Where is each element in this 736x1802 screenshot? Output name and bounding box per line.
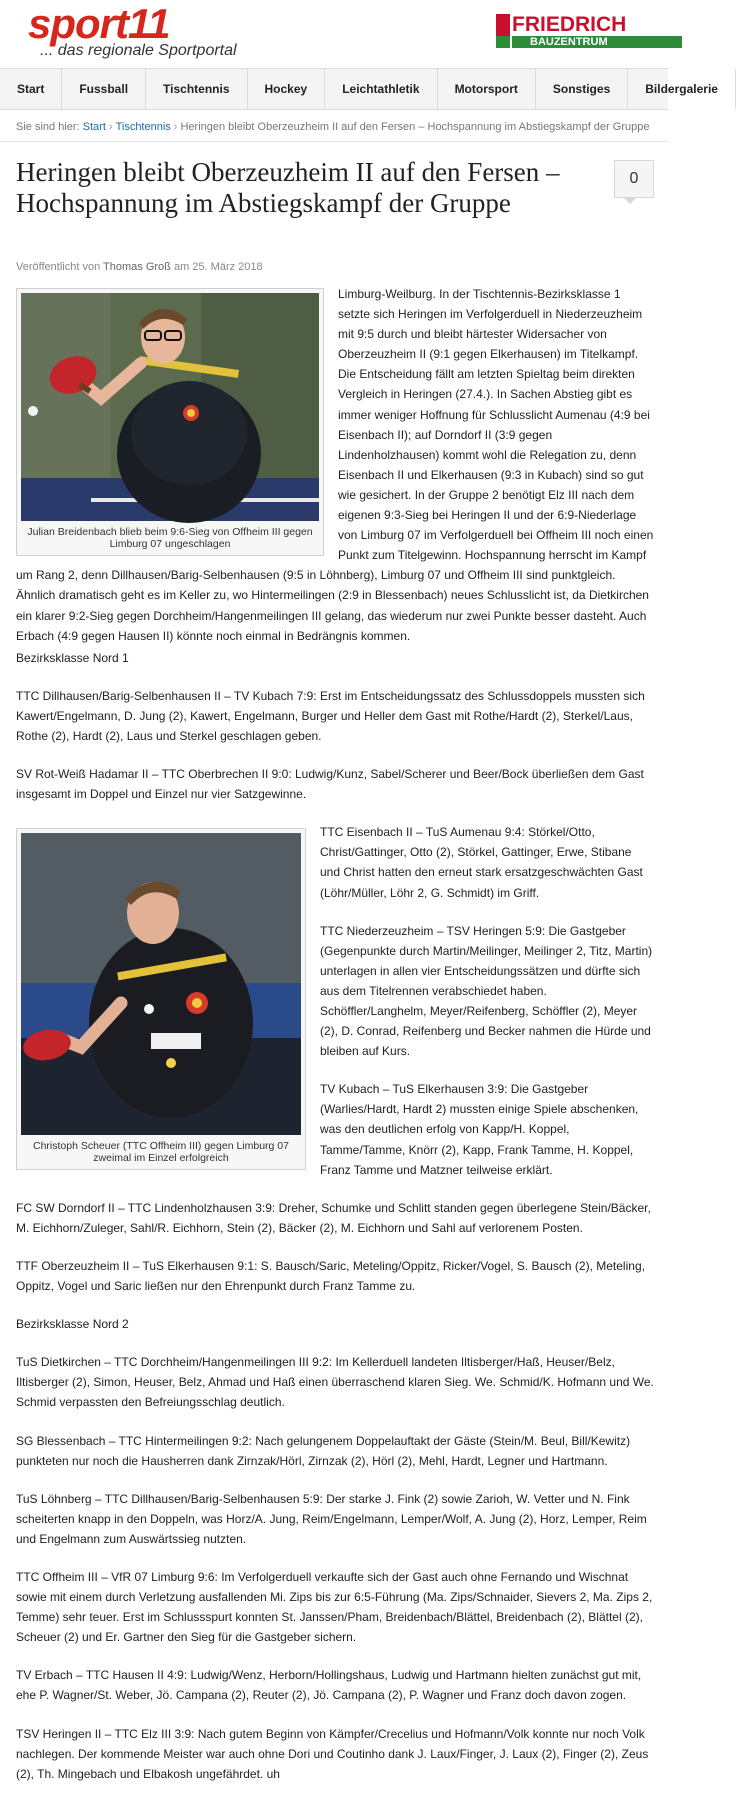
figure-2-caption: Christoph Scheuer (TTC Offheim III) gegen Limburg 07 zweimal im Einzel erfolgreich xyxy=(32,1140,289,1165)
match-report: TuS Dietkirchen – TTC Dorchheim/Hangenmeilingen III 9:2: Im Kellerduell landeten Iltisberger/Haß, Heuser/Belz, Iltisberger (2), Simon, Heuser, Belz, Ahmad und Haß einen überraschend klaren Sieg. We. Schmid/K. Hofmann und We. Schmid verpassten den Befreiungsschlag deutlich. xyxy=(16,1355,654,1410)
meta-mid: am xyxy=(173,261,190,273)
figure-1 xyxy=(16,288,324,556)
figure-2 xyxy=(16,828,306,1170)
nav-item-leichtathletik[interactable]: Leichtathletik xyxy=(325,69,437,109)
match-report: SV Rot-Weiß Hadamar II – TTC Oberbrechen II 9:0: Ludwig/Kunz, Sabel/Scherer und Beer/Bock überließen dem Gast insgesamt im Doppel und Einzel nur vier Satzgewinne. xyxy=(16,767,644,802)
table-tennis-player-photo-icon xyxy=(21,293,319,521)
match-report: TV Erbach – TTC Hausen II 4:9: Ludwig/Wenz, Herborn/Hollingshaus, Ludwig und Hartmann hielten zunächst gut mit, ehe P. Wagner/St. Weber, Jö. Campana (2), Reuter (2), Jö. Campana (2), P. Wagner und Franz doch davon zogen. xyxy=(16,1668,642,1703)
breadcrumb-current: Heringen bleibt Oberzeuzheim II auf den Fersen – Hochspannung im Abstiegskampf der Gruppe xyxy=(180,121,650,133)
site-tagline: ... das regionale Sportportal xyxy=(40,42,237,59)
nav-item-start[interactable]: Start xyxy=(0,69,62,109)
breadcrumb-start[interactable]: Start xyxy=(82,121,106,133)
page-title: Heringen bleibt Oberzeuzheim II auf den Fersen – Hochspannung im Abstiegskampf der Gruppe xyxy=(16,157,560,218)
section-heading-nord-2: Bezirksklasse Nord 2 xyxy=(16,1317,129,1332)
table-tennis-player-photo-icon xyxy=(21,833,301,1135)
match-report: TuS Löhnberg – TTC Dillhausen/Barig-Selbenhausen 5:9: Der starke J. Fink (2) sowie Zarioh, W. Vetter und N. Fink scheiterten knapp in den Doppeln, was Horz/A. Jung, Reim/Engelmann, Lemper/Wolf, A. Jung (2), Horz, Lemper, Reim und Engelmann zum Auswärtssieg nutzten. xyxy=(16,1491,647,1546)
ad-banner[interactable] xyxy=(496,14,676,48)
breadcrumb-category[interactable]: Tischtennis xyxy=(115,121,171,133)
match-report: TTC Niederzeuzheim – TSV Heringen 5:9: Die Gastgeber (Gegenpunkte durch Martin/Meilinger, Meilinger 2, Titz, Martin) unterlagen in allen vier Entscheidungssätzen und dürfte sich aus dem Titelrennen verabschiedet haben. Schöffler/Langhelm, Meyer/Reifenberg, Schöffler (2), Meyer (2), D. Conrad, Reifenberg und Becker nahmen die Hürde und bleiben auf Kurs. xyxy=(320,923,653,1059)
article-meta xyxy=(16,261,263,273)
nav-item-sonstiges[interactable]: Sonstiges xyxy=(536,69,628,109)
match-report: TTC Dillhausen/Barig-Selbenhausen II – TV Kubach 7:9: Erst im Entscheidungssatz des Schlussdoppels mussten sich Kawert/Engelmann, D. Jung (2), Kawert, Engelmann, Burger und Heller dem Gast mit Rothe/Hardt (2), Sterkel/Laus, Rothe (2), Hardt (2), Laus und Sterkel geschlagen geben. xyxy=(16,688,645,743)
meta-prefix: Veröffentlicht von xyxy=(16,261,101,273)
article-date: 25. März 2018 xyxy=(192,261,263,273)
site-header xyxy=(0,0,668,68)
match-report: SG Blessenbach – TTC Hintermeilingen 9:2: Nach gelungenem Doppelauftakt der Gäste (Stein/M. Beul, Bill/Kewitz) punkteten nur noch die Hausherren dank Zirnzak/Hörl, Zirnzak (2), Hörl (2), Mehl, Hardt, Legner und Hartmann. xyxy=(16,1433,631,1468)
ad-logo-mark-green xyxy=(496,36,510,48)
match-report: FC SW Dorndorf II – TTC Lindenholzhausen 3:9: Dreher, Schumke und Schlitt standen gegen überlegene Stein/Bäcker, M. Eichhorn/Zuleger, Sahl/R. Eichhorn, Stein (2), Bäcker (2), M. Eichhorn und Sahl auf verlorenem Posten. xyxy=(16,1200,651,1235)
site-logo[interactable]: sport11 xyxy=(28,0,170,47)
comment-count-bubble[interactable]: 0 xyxy=(614,160,654,198)
nav-item-motorsport[interactable]: Motorsport xyxy=(438,69,536,109)
nav-item-tischtennis[interactable]: Tischtennis xyxy=(146,69,247,109)
breadcrumb-prefix: Sie sind hier: xyxy=(16,121,80,133)
match-report: TV Kubach – TuS Elkerhausen 3:9: Die Gastgeber (Warlies/Hardt, Hardt 2) mussten einige Spiele abschenken, was den deutlichen erfolg von Kapp/H. Koppel, Tamme/Tamme, Knörr (2), Kapp, Frank Tamme, H. Koppel, Franz Tamme und Matzner teilweise erklärt. xyxy=(320,1082,639,1177)
header-divider xyxy=(0,141,668,142)
nav-item-hockey[interactable]: Hockey xyxy=(248,69,326,109)
section-heading-nord-1: Bezirksklasse Nord 1 xyxy=(16,650,129,665)
photo-julian-breidenbach[interactable] xyxy=(21,293,319,521)
breadcrumb xyxy=(16,121,649,133)
nav-item-fussball[interactable]: Fussball xyxy=(62,69,146,109)
main-nav xyxy=(0,68,718,110)
match-report: TTC Eisenbach II – TuS Aumenau 9:4: Störkel/Otto, Christ/Gattinger, Otto (2), Störkel, Gattinger, Erwe, Stibane und Christ hatten den erneut stark ersatzgeschwächten Gast (Löhr/Müller, Löhr 2, G. Schmidt) im Griff. xyxy=(320,825,643,900)
nav-item-bildergalerie[interactable]: Bildergalerie xyxy=(628,69,736,109)
breadcrumb-separator-icon: › xyxy=(173,121,178,133)
breadcrumb-separator-icon: › xyxy=(108,121,113,133)
match-report: TTF Oberzeuzheim II – TuS Elkerhausen 9:1: S. Bausch/Saric, Meteling/Oppitz, Ricker/Vogel, S. Bausch (2), Meteling, Oppitz, Vogel und Saric ließen nur den Ehrenpunkt durch Franz Tamme zu. xyxy=(16,1258,645,1294)
match-report: TSV Heringen II – TTC Elz III 3:9: Nach gutem Beginn von Kämpfer/Crecelius und Hofmann/Volk konnte nur noch Volk nachlegen. Der kommende Meister war auch ohne Dori und Coutinho dank J. Laux/Finger, J. Laux (2), Finger (2), Zeus (2), Th. Mingebach und Elbakosh ungefährdet. uh xyxy=(16,1726,649,1781)
ad-name: FRIEDRICH xyxy=(512,13,627,36)
figure-1-caption: Julian Breidenbach blieb beim 9:6-Sieg von Offheim III gegen Limburg 07 ungeschlagen xyxy=(27,526,313,550)
match-report: TTC Offheim III – VfR 07 Limburg 9:6: Im Verfolgerduell verkaufte sich der Gast auch ohne Fernando und Wischnat sowie mit einem durch Verletzung ausfallenden Mi. Zips bis zur 6:5-Führung (Ma. Zips/Schnaider, Sievers 2, Ma. Zips 2, Temme) sehr teuer. Erst im Schlussspurt konnten St. Janssen/Pham, Breidenbach/Blättel, Breidenbach (2), Blättel (2), Scheuer (2) und Er. Gartner den Sieg für die Gastgeber sichern. xyxy=(16,1569,653,1645)
photo-christoph-scheuer[interactable] xyxy=(21,833,301,1135)
article-intro: Limburg-Weilburg. In der Tischtennis-Bezirksklasse 1 setzte sich Heringen im Verfolgerduell in Niederzeuzheim mit 9:5 durch und bleibt härtester Widersacher von Oberzeuzheim II (9:1 gegen Elkerhausen) im Titelkampf. Die Entscheidung fällt am letzten Spieltag beim direkten Vergleich in Heringen (27.4.). In Sachen Abstieg gibt es immer weniger Hoffnung für Schlusslicht Aumenau (4:9 bei Eisenbach II); auf Dorndorf II (3:9 gegen Lindenholzhausen) kommt wohl die Relegation zu, denn Eisenbach II und Elkerhausen (9:3 in Kubach) sind so gut wie gesichert. In der Gruppe 2 benötigt Elz III nach dem eigenen 9:3-Sieg bei Heringen II und der 6:9-Niederlage von Limburg 07 im Verfolgerduell bei Offheim III noch einen Punkt zum Titelgewinn. Hochspannung herrscht im Kampf um Rang 2, denn Dillhausen/Barig-Selbenhausen (9:5 in Löhnberg), Limburg 07 und Offheim III sind punktgleich. Ähnlich dramatisch geht es im Keller zu, wo Hintermeilingen (2:9 in Blessenbach) neues Schlusslicht ist, da Dietkirchen ein klarer 9:2-Sieg gegen Dorchheim/Hangenmeilingen III gelang, das wiederum nur zwei Punkte besser dasteht. Auch Erbach (4:9 gegen Hausen II) könnte noch einmal in Bedrängnis kommen. xyxy=(16,287,654,643)
article-body xyxy=(16,284,654,1802)
article-author[interactable]: Thomas Groß xyxy=(103,261,171,273)
ad-subtitle: BAUZENTRUM xyxy=(512,36,682,48)
